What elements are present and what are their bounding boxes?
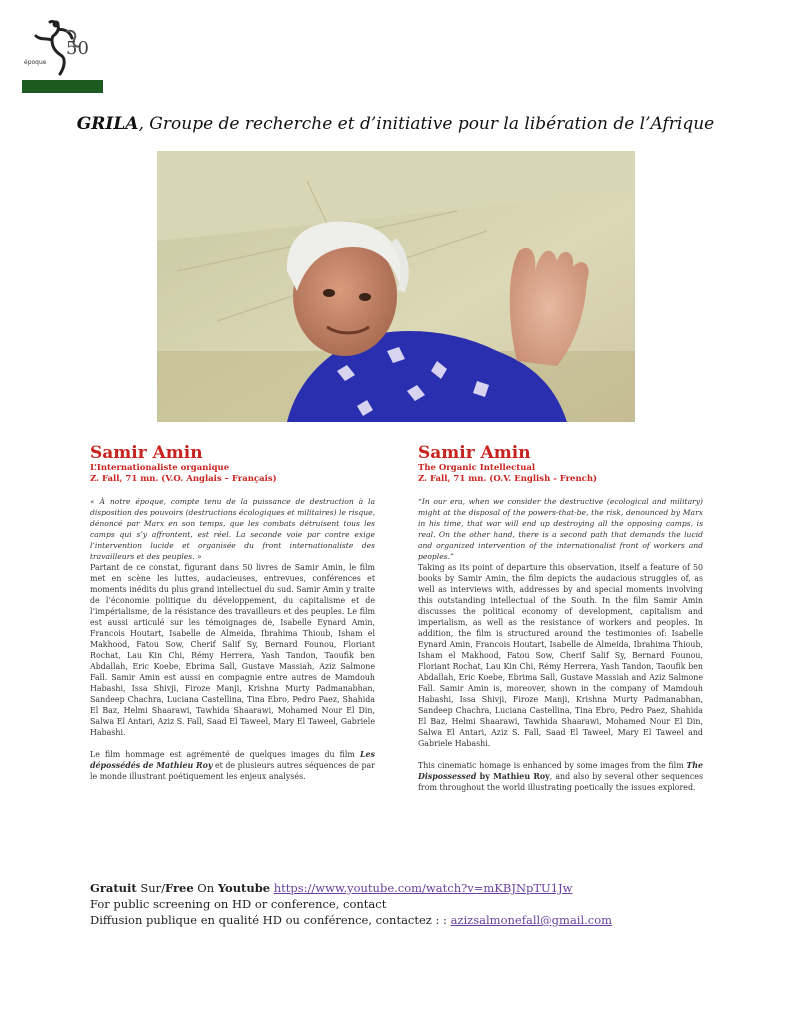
right-closing-post: , and also by several other sequences from throughout the world illustrating poetically the issues explored. xyxy=(418,772,704,792)
grila-logo xyxy=(22,18,103,94)
logo-green-bar xyxy=(22,80,103,93)
youtube-link[interactable]: https://www.youtube.com/watch?v=mKBJNpTU1Jw xyxy=(273,881,573,895)
right-credits: Z. Fall, 71 mn. (O.V. English - French) xyxy=(418,474,598,484)
public-screening-fr-text: Diffusion publique en qualité HD ou conférence, contactez : : xyxy=(90,913,451,927)
public-screening-en: For public screening on HD or conference, contact xyxy=(90,897,387,911)
right-closing-pre: This cinematic homage is enhanced by some images from the film xyxy=(418,761,687,770)
youtube-label: Youtube xyxy=(217,881,271,895)
page-headline xyxy=(0,114,791,134)
logo-caption: époque xyxy=(24,59,47,66)
contact-footer xyxy=(90,880,730,928)
right-subtitle: The Organic Intellectual xyxy=(418,463,536,473)
youtube-line xyxy=(90,880,730,896)
free-sep2: On xyxy=(193,881,218,895)
headline-brand: GRILA xyxy=(76,114,139,134)
svg-text:50: 50 xyxy=(66,38,89,59)
right-title: Samir Amin xyxy=(418,443,531,463)
right-closing-by: by Mathieu Roy xyxy=(476,772,550,781)
dancer-logo-icon xyxy=(22,18,103,80)
left-subtitle: L’Internationaliste organique xyxy=(90,463,230,473)
left-closing-pre: Le film hommage est agrémenté de quelques images du film xyxy=(90,750,360,759)
headline-text: , Groupe de recherche et d’initiative pour la libération de l’Afrique xyxy=(138,114,715,134)
right-closing xyxy=(418,760,703,793)
public-screening-fr xyxy=(90,912,730,928)
left-closing-post: et de plusieurs autres séquences de par le monde illustrant poétiquement les enjeux analysés. xyxy=(90,761,375,781)
right-quote: “In our era, when we consider the destructive (ecological and military) might at the disposal of the powers-that-be, the risk, denounced by Marx in his time, that war will end up destroying all the opposing camps, is real. On the other hand, there is a second path that demands the lucid and organized intervention of the internationalist front of workers and peoples.” xyxy=(418,497,703,561)
right-body: Taking as its point of departure this observation, itself a feature of 50 books by Samir Amin, the film depicts the audacious struggles of, as well as interviews with, addresses by and special moments involving this outstanding intellectual of the South. In the film Samir Amin discusses the political economy of development, capitalism and imperialism, as well as the resistance of workers and peoples. In addition, the film is structured around the testimonies of: Isabelle Eynard Amin, Francois Houtart, Isabelle de Almeida, Ibrahima Thioub, Isham el Makhood, Fatou Sow, Cherif Salif Sy, Bernard Founou, Floriant Rochat, Lau Kin Chi, Rémy Herrera, Yash Tandon, Taoufik ben Abdallah, Eric Koebe, Ebrima Sall, Gustave Massiah and Aziz Salmone Fall. Samir Amin is, moreover, shown in the company of Mamdouh Habashi, Issa Shivji, Firoze Manji, Krishna Murty Padmanabhan, Sandeep Chachra, Luciana Castellina, Tina Ebro, Pedro Paez, Shahida El Baz, Helmi Shaarawi, Tawhida Shaarawi, Mohamed Nour El Din, Salwa El Antari, Aziz S. Fall, Saad El Taweel, Mary El Taweel and Gabriele Habashi. xyxy=(418,563,703,748)
free-label-en: Free xyxy=(165,881,194,895)
free-label-fr: Gratuit xyxy=(90,881,137,895)
right-closing-film: The Dispossessed xyxy=(418,761,703,781)
left-credits: Z. Fall, 71 mn. (V.O. Anglais – Français) xyxy=(90,474,277,484)
left-closing xyxy=(90,749,375,782)
contact-email-link[interactable]: azizsalmonefall@gmail.com xyxy=(450,913,613,927)
left-title: Samir Amin xyxy=(90,443,203,463)
free-sep1: Sur/ xyxy=(136,881,165,895)
english-column xyxy=(418,443,703,793)
left-quote: « À notre époque, compte tenu de la puissance de destruction à la disposition des pouvoirs (destructions écologiques et militaires) le risque, dénoncé par Marx en son temps, que les combats détruisent tous les camps qui s’y affrontent, est réel. La seconde voie par contre exige l’intervention lucide et organisée du front internationaliste des travailleurs et des peuples. » xyxy=(90,497,375,561)
samir-amin-photo xyxy=(157,151,635,422)
left-body: Partant de ce constat, figurant dans 50 livres de Samir Amin, le film met en scène les luttes, audacieuses, entrevues, conférences et moments inédits du plus grand intellectuel du sud. Samir Amin y traite de l’économie politique du développement, du capitalisme et de l’impérialisme, de la résistance des travailleurs et des peuples. Le film est aussi articulé sur les témoignages de, Isabelle Eynard Amin, Francois Houtart, Isabelle de Almeida, Ibrahima Thioub, Isham el Makhood, Fatou Sow, Cherif Salif Sy, Bernard Founou, Floriant Rochat, Lau Kin Chi, Rémy Herrera, Yash Tandon, Taoufik ben Abdallah, Eric Koebe, Ebrima Sall, Gustave Massiah, Aziz Salmone Fall. Samir Amin est aussi en compagnie entre autres de Mamdouh Habashi, Issa Shivji, Firoze Manji, Krishna Murty Padmanabhan, Sandeep Chachra, Luciana Castellina, Tina Ebro, Pedro Paez, Shahida El Baz, Helmi Shaarawi, Tawhida Shaarawi, Mohamed Nour El Din, Salwa El Antari, Aziz S. Fall, Saad El Taweel, Mary El Taweel, Gabriele Habashi. xyxy=(90,563,375,737)
left-closing-film: Les dépossédés de Mathieu Roy xyxy=(90,750,375,770)
french-column xyxy=(90,443,375,782)
